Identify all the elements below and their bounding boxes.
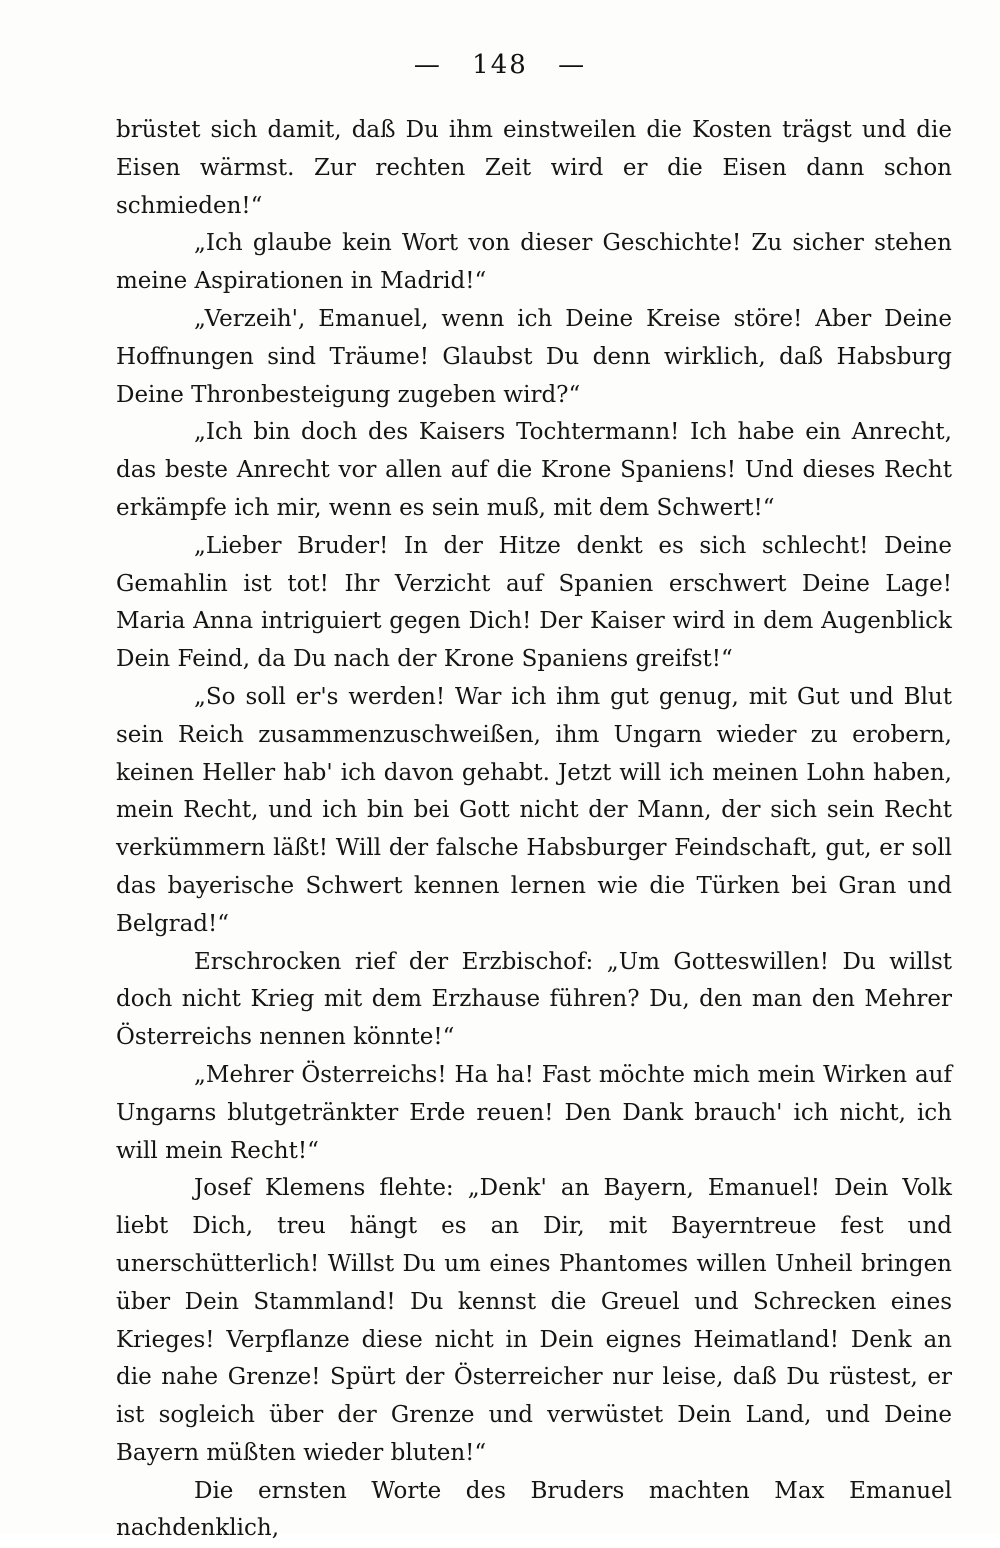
paragraph: „Lieber Bruder! In der Hitze denkt es sich schlecht! Deine Gemahlin ist tot! Ihr Verzicht auf Spanien erschwert Deine Lage! Maria Anna intriguiert gegen Dich! Der Kaiser wird in dem Augenblick Dein Feind, da Du nach der Krone Spaniens greifst!“ [116,532,952,673]
paragraph: Die ernsten Worte des Bruders machten Max Emanuel nachdenklich, [116,1477,952,1542]
page-header [0,50,1000,80]
page-number: 148 [472,50,528,80]
paragraph-continuation: brüstet sich damit, daß Du ihm einstweilen die Kosten trägst und die Eisen wärmst. Zur rechten Zeit wird er die Eisen dann schon schmieden!“ [116,117,952,219]
header-dash-right: — [558,50,587,80]
paragraph: „So soll er's werden! War ich ihm gut genug, mit Gut und Blut sein Reich zusammenzuschweißen, ihm Ungarn wieder zu erobern, keinen Heller hab' ich davon gehabt. Jetzt will ich meinen Lohn haben, mein Recht, und ich bin bei Gott nicht der Mann, der sich sein Recht verkümmern läßt! Will der falsche Habsburger Feindschaft, gut, er soll das bayerische Schwert kennen lernen wie die Türken bei Gran und Belgrad!“ [116,683,952,937]
paragraph: Josef Klemens flehte: „Denk' an Bayern, Emanuel! Dein Volk liebt Dich, treu hängt es an Dir, mit Bayerntreue fest und unerschütterlich! Willst Du um eines Phantomes willen Unheil bringen über Dein Stammland! Du kennst die Greuel und Schrecken eines Krieges! Verpflanze diese nicht in Dein eignes Heimatland! Denk an die nahe Grenze! Spürt der Österreicher nur leise, daß Du rüstest, er ist sogleich über der Grenze und verwüstet Dein Land, und Deine Bayern müßten wieder bluten!“ [116,1175,952,1466]
paragraph: „Ich glaube kein Wort von dieser Geschichte! Zu sicher stehen meine Aspirationen in Madrid!“ [116,230,952,295]
paragraph: „Ich bin doch des Kaisers Tochtermann! Ich habe ein Anrecht, das beste Anrecht vor allen auf die Krone Spaniens! Und dieses Recht erkämpfe ich mir, wenn es sein muß, mit dem Schwert!“ [116,419,952,521]
paragraph: „Verzeih', Emanuel, wenn ich Deine Kreise störe! Aber Deine Hoffnungen sind Träume! Glaubst Du denn wirklich, daß Habsburg Deine Thronbesteigung zugeben wird?“ [116,305,952,408]
header-dash-left: — [413,50,442,80]
paragraph: Erschrocken rief der Erzbischof: „Um Gotteswillen! Du willst doch nicht Krieg mit dem Erzhause führen? Du, den man den Mehrer Österreichs nennen könnte!“ [116,948,952,1051]
body-text [116,112,952,1548]
paragraph: „Mehrer Österreichs! Ha ha! Fast möchte mich mein Wirken auf Ungarns blutgetränkter Erde reuen! Den Dank brauch' ich nicht, ich will mein Recht!“ [116,1061,952,1164]
